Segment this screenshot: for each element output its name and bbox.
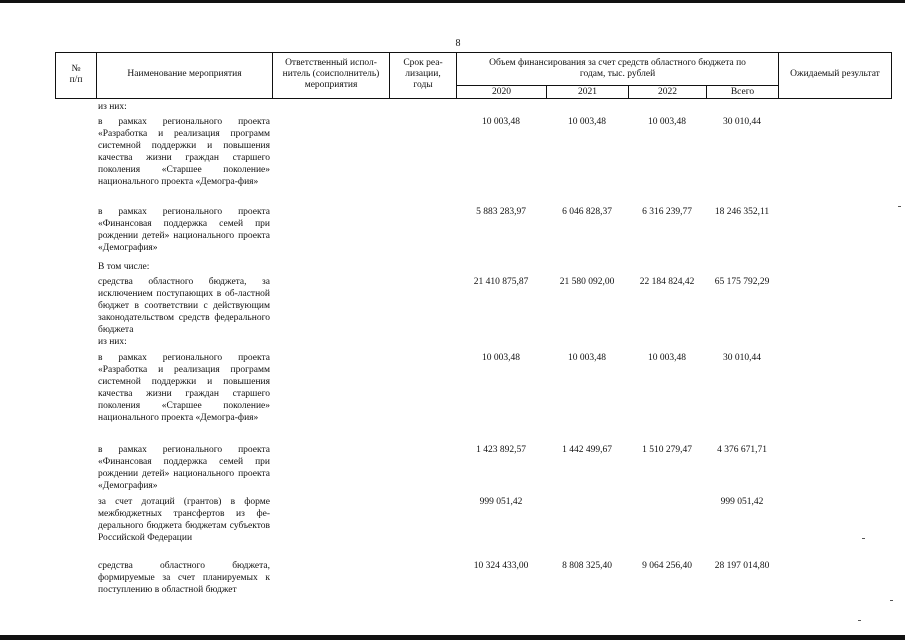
cell-total: 65 175 792,29 [714, 277, 770, 287]
cell-2020: 21 410 875,87 [473, 277, 529, 287]
header-year-2020: 2020 [492, 87, 511, 97]
header-bottom-rule [55, 98, 892, 99]
scan-edge-bottom [0, 635, 905, 640]
cell-2021: 10 003,48 [568, 117, 606, 127]
row-text: средства областного бюджета, формируемые за счет планируемых к поступлению в областной бюджет [98, 561, 270, 595]
header-total: Всего [730, 87, 755, 97]
header-year-2022: 2022 [658, 87, 677, 97]
cell-total: 4 376 671,71 [717, 445, 767, 455]
cell-total: 999 051,42 [720, 497, 764, 507]
scan-speck [858, 620, 861, 621]
cell-2021: 10 003,48 [568, 353, 606, 363]
cell-2020: 10 324 433,00 [473, 561, 529, 571]
cell-2022: 10 003,48 [648, 353, 686, 363]
header-top-rule [55, 52, 892, 53]
row-label: из них: [98, 337, 127, 347]
row-label: В том числе: [98, 262, 150, 272]
cell-2022: 22 184 824,42 [639, 277, 695, 287]
header-funding: Объем финансирования за счет средств областного бюджета по годам, тыс. рублей [489, 58, 746, 79]
cell-2020: 10 003,48 [482, 353, 520, 363]
row-text: средства областного бюджета, за исключением поступающих в об-ластной бюджет в соответствии с действующим законодательством средств федерального бюджета [98, 277, 270, 335]
cell-2022: 6 316 239,77 [642, 207, 692, 217]
header-name: Наименование мероприятия [127, 69, 242, 79]
scan-speck [898, 206, 901, 207]
cell-2020: 999 051,42 [479, 497, 523, 507]
cell-2022: 1 510 279,47 [642, 445, 692, 455]
row-text: в рамках регионального проекта «Разработка и реализация программ системной поддержки и повышения качества жизни граждан старшего поколения «Старшее поколение» национального проекта «Демогра-фия» [98, 353, 270, 423]
col-divider-9 [891, 52, 892, 99]
cell-2021: 6 046 828,37 [562, 207, 612, 217]
row-label: из них: [98, 102, 127, 112]
scan-speck [890, 600, 893, 601]
scan-speck [862, 538, 865, 539]
row-text: в рамках регионального проекта «Финансовая поддержка семей при рождении детей» национального проекта «Демография» [98, 445, 270, 491]
row-text: за счет дотаций (грантов) в форме межбюджетных трансфертов из фе-дерального бюджета бюджетам субъектов Российской Федерации [98, 497, 270, 543]
header-year-2021: 2021 [578, 87, 597, 97]
cell-2022: 10 003,48 [648, 117, 686, 127]
scan-edge-top [0, 0, 905, 3]
header-responsible: Ответственный испол- нитель (соисполнитель) мероприятия [282, 58, 380, 90]
cell-2022: 9 064 256,40 [642, 561, 692, 571]
header-result: Ожидаемый результат [790, 69, 880, 79]
cell-2021: 21 580 092,00 [559, 277, 615, 287]
row-text: в рамках регионального проекта «Разработка и реализация программ системной поддержки и повышения качества жизни граждан старшего поколения «Старшее поколение» национального проекта «Демогра-фия» [98, 117, 270, 187]
cell-2020: 10 003,48 [482, 117, 520, 127]
header-term: Срок реа- лизации, годы [403, 58, 443, 90]
cell-2020: 1 423 892,57 [476, 445, 526, 455]
cell-total: 28 197 014,80 [714, 561, 770, 571]
cell-total: 30 010,44 [723, 353, 761, 363]
cell-2021: 8 808 325,40 [562, 561, 612, 571]
cell-2021: 1 442 499,67 [562, 445, 612, 455]
header-num: № п/п [69, 64, 83, 85]
year-row-rule [456, 85, 778, 86]
cell-total: 30 010,44 [723, 117, 761, 127]
page-number: 8 [455, 38, 461, 49]
cell-2020: 5 883 283,97 [476, 207, 526, 217]
row-text: в рамках регионального проекта «Финансовая поддержка семей при рождении детей» национального проекта «Демография» [98, 207, 270, 253]
cell-total: 18 246 352,11 [714, 207, 770, 217]
